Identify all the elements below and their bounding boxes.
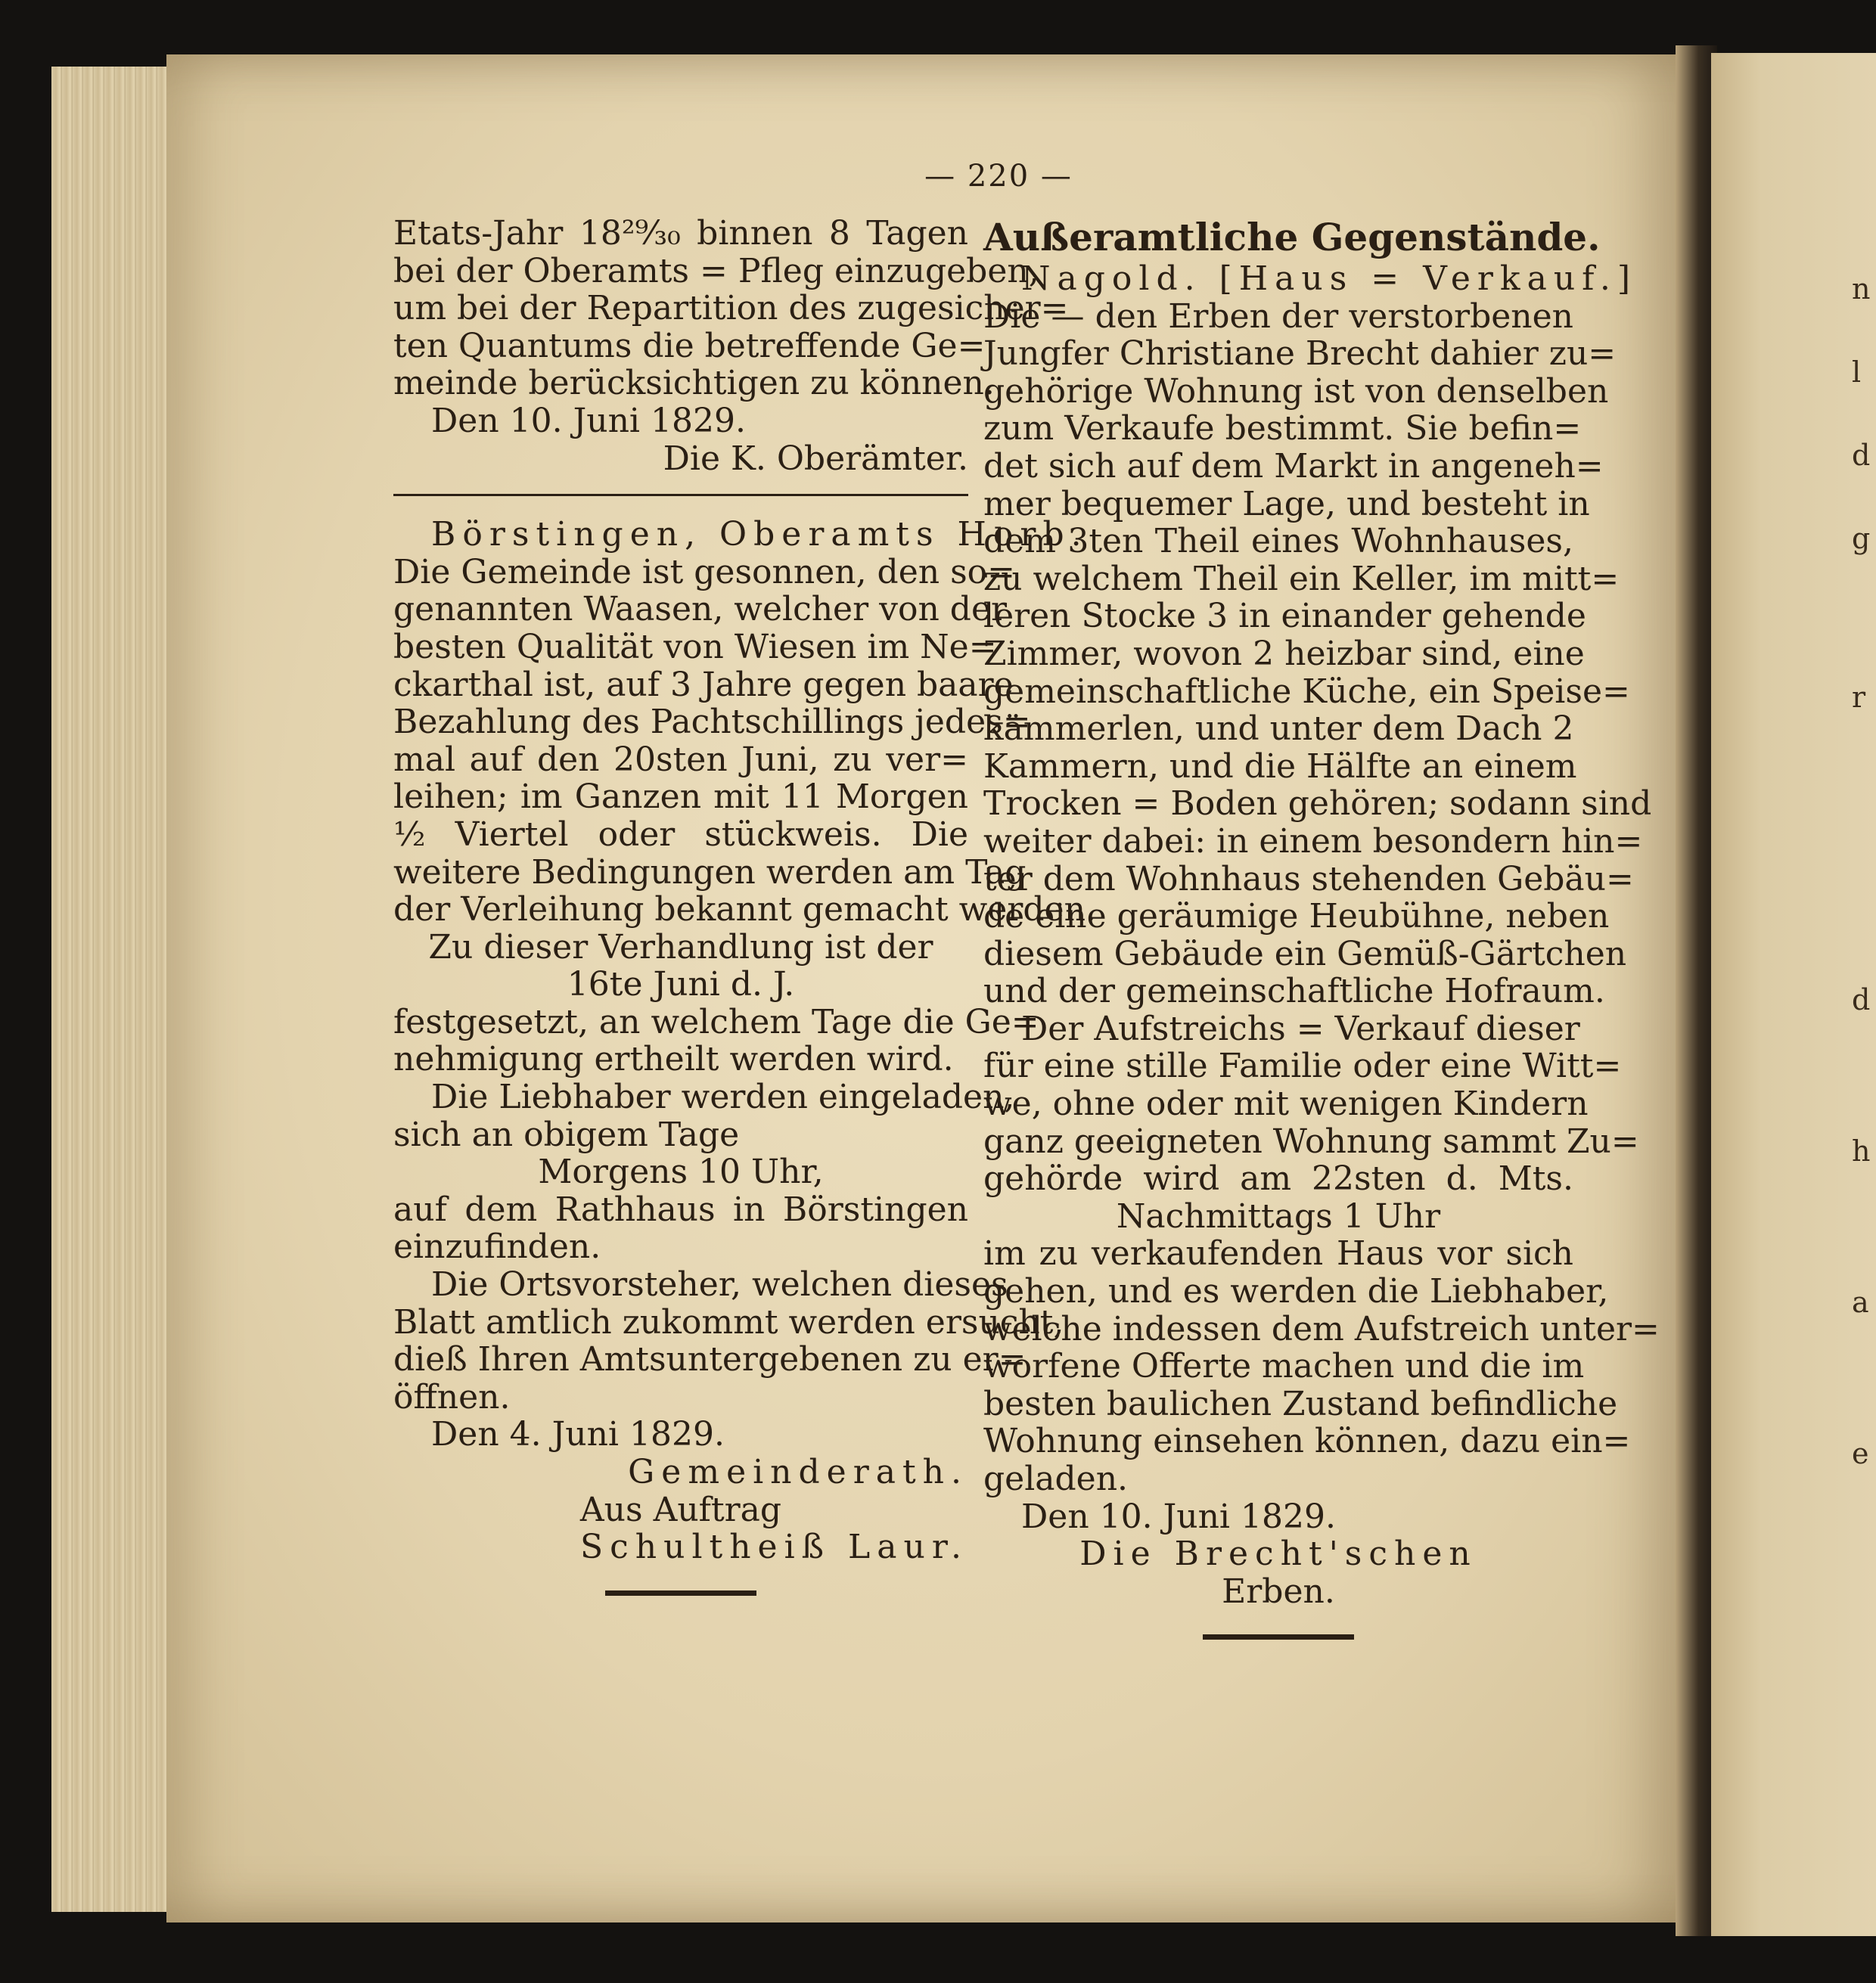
text-line: Die — den Erben der verstorbenen bbox=[983, 296, 1573, 336]
next-page-fragment: n bbox=[1852, 272, 1871, 306]
notice-heading: Nagold. [Haus = Verkauf.] bbox=[1021, 259, 1638, 298]
text-line: Trocken = Boden gehören; sodann sind bbox=[983, 784, 1652, 824]
text-line: Der Aufstreichs = Verkauf dieser bbox=[1021, 1009, 1580, 1048]
text-line: und der gemeinschaftliche Hofraum. bbox=[983, 972, 1605, 1011]
text-line: mal auf den 20sten Juni, zu ver= bbox=[393, 740, 968, 779]
text-line: bei der Oberamts = Pfleg einzugeben, bbox=[393, 251, 1039, 290]
text-line: besten baulichen Zustand befindliche bbox=[983, 1384, 1618, 1423]
book-page-edges bbox=[51, 67, 180, 1912]
next-page-fragment: d bbox=[1852, 439, 1871, 472]
text-line: für eine stille Familie oder eine Witt= bbox=[983, 1047, 1622, 1086]
text-line: gemeinschaftliche Küche, ein Speise= bbox=[983, 672, 1630, 711]
signature: Die K. Oberämter. bbox=[663, 439, 968, 478]
text-line: gehörige Wohnung ist von denselben bbox=[983, 371, 1609, 411]
text-line: Etats-Jahr 18²⁹⁄₃₀ binnen 8 Tagen bbox=[393, 214, 968, 253]
signature: Erben. bbox=[1222, 1572, 1335, 1611]
next-page-fragment: h bbox=[1852, 1134, 1871, 1168]
date-line: Den 4. Juni 1829. bbox=[431, 1415, 725, 1454]
text-line: we, ohne oder mit wenigen Kindern bbox=[983, 1085, 1589, 1124]
text-line: Wohnung einsehen können, dazu ein= bbox=[983, 1422, 1631, 1461]
next-page-fragment: r bbox=[1852, 681, 1866, 714]
text-line: einzufinden. bbox=[393, 1227, 601, 1267]
text-line: leihen; im Ganzen mit 11 Morgen bbox=[393, 777, 968, 817]
text-line: gehen, und es werden die Liebhaber, bbox=[983, 1272, 1609, 1311]
text-line: Morgens 10 Uhr, bbox=[538, 1153, 824, 1192]
right-column bbox=[983, 215, 1660, 1640]
section-divider bbox=[393, 494, 968, 496]
text-line: kämmerlen, und unter dem Dach 2 bbox=[983, 709, 1574, 749]
text-line: diesem Gebäude ein Gemüß-Gärtchen bbox=[983, 934, 1627, 973]
text-line: Zimmer, wovon 2 heizbar sind, eine bbox=[983, 634, 1585, 673]
next-page-fragment: e bbox=[1852, 1437, 1869, 1470]
text-line: ten Quantums die betreffende Ge= bbox=[393, 326, 986, 365]
text-line: auf dem Rathhaus in Börstingen bbox=[393, 1190, 968, 1229]
text-line: Jungfer Christiane Brecht dahier zu= bbox=[983, 334, 1617, 374]
text-line: mer bequemer Lage, und besteht in bbox=[983, 484, 1590, 523]
text-line: weitere Bedingungen werden am Tag bbox=[393, 852, 1027, 892]
text-line: zum Verkaufe bestimmt. Sie befin= bbox=[983, 409, 1582, 448]
text-line: weiter dabei: in einem besondern hin= bbox=[983, 821, 1643, 861]
next-page-fragment: g bbox=[1852, 522, 1871, 555]
signature: Gemeinderath. bbox=[628, 1453, 968, 1491]
text-line: Bezahlung des Pachtschillings jedes= bbox=[393, 703, 1031, 742]
text-line: welche indessen dem Aufstreich unter= bbox=[983, 1309, 1660, 1348]
text-line: geladen. bbox=[983, 1460, 1129, 1498]
text-line: meinde berücksichtigen zu können. bbox=[393, 364, 995, 403]
text-line: Die Gemeinde ist gesonnen, den so= bbox=[393, 552, 1016, 591]
left-column bbox=[393, 214, 1096, 1596]
next-page-fragment: d bbox=[1852, 983, 1871, 1016]
text-line: Zu dieser Verhandlung ist der bbox=[428, 927, 933, 967]
text-line: ½ Viertel oder stückweis. Die bbox=[393, 815, 968, 854]
text-line: öffnen. bbox=[393, 1377, 511, 1417]
text-line: ter dem Wohnhaus stehenden Gebäu= bbox=[983, 859, 1634, 898]
text-line: dem 3ten Theil eines Wohnhauses, bbox=[983, 522, 1573, 561]
text-line: Blatt amtlich zukommt werden ersucht, bbox=[393, 1302, 1064, 1342]
text-line: dieß Ihren Amtsuntergebenen zu er= bbox=[393, 1340, 1027, 1379]
text-line: sich an obigem Tage bbox=[393, 1115, 740, 1154]
text-line: genannten Waasen, welcher von der bbox=[393, 590, 1008, 629]
text-line: ganz geeigneten Wohnung sammt Zu= bbox=[983, 1122, 1639, 1161]
page-number: — 220 — bbox=[924, 159, 1073, 194]
section-heading: Außeramtliche Gegenstände. bbox=[983, 215, 1601, 259]
signature: Aus Auftrag bbox=[579, 1490, 782, 1529]
text-line: det sich auf dem Markt in angeneh= bbox=[983, 446, 1604, 486]
text-line: 16te Juni d. J. bbox=[567, 965, 795, 1004]
date-line: Den 10. Juni 1829. bbox=[1021, 1497, 1336, 1536]
signature: Schultheiß Laur. bbox=[579, 1528, 968, 1567]
text-line: Die Ortsvorsteher, welchen dieses bbox=[431, 1265, 1008, 1305]
text-line: zu welchem Theil ein Keller, im mitt= bbox=[983, 559, 1620, 598]
text-line: de eine geräumige Heubühne, neben bbox=[983, 897, 1610, 936]
notice-heading: Börstingen, Oberamts Horb. bbox=[431, 515, 1089, 554]
text-line: festgesetzt, an welchem Tage die Ge= bbox=[393, 1002, 1039, 1041]
next-page-fragment: l bbox=[1852, 355, 1862, 389]
text-line: Nachmittags 1 Uhr bbox=[1116, 1196, 1441, 1236]
text-line: gehörde wird am 22sten d. Mts. bbox=[983, 1159, 1573, 1199]
text-line: Die Liebhaber werden eingeladen, bbox=[431, 1078, 1015, 1117]
section-divider bbox=[1203, 1634, 1354, 1640]
text-line: um bei der Repartition des zugesicher= bbox=[393, 289, 1069, 328]
next-page-fragment: a bbox=[1852, 1286, 1869, 1319]
date-line: Den 10. Juni 1829. bbox=[431, 401, 746, 440]
text-line: Kammern, und die Hälfte an einem bbox=[983, 746, 1577, 786]
section-divider bbox=[605, 1590, 756, 1596]
text-line: leren Stocke 3 in einander gehende bbox=[983, 597, 1586, 636]
text-line: nehmigung ertheilt werden wird. bbox=[393, 1040, 954, 1079]
text-line: im zu verkaufenden Haus vor sich bbox=[983, 1234, 1573, 1274]
text-line: ckarthal ist, auf 3 Jahre gegen baare bbox=[393, 665, 1014, 704]
signature: Die Brecht'schen bbox=[1079, 1535, 1477, 1574]
text-line: besten Qualität von Wiesen im Ne= bbox=[393, 627, 997, 666]
text-line: der Verleihung bekannt gemacht werden. bbox=[393, 890, 1096, 929]
text-line: worfene Offerte machen und die im bbox=[983, 1347, 1585, 1386]
